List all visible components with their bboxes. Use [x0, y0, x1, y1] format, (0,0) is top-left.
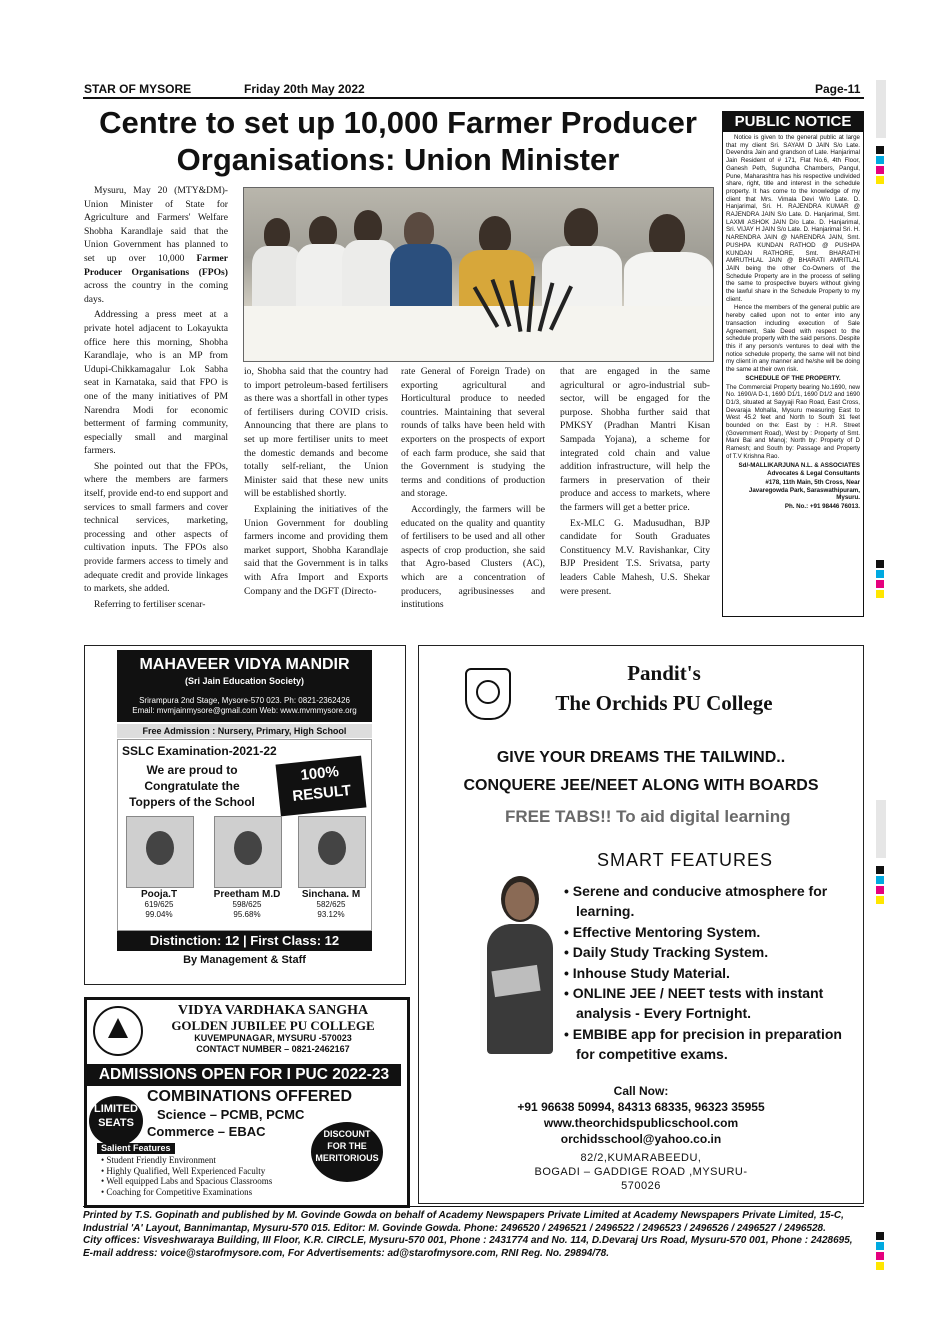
press-meet-photo: [243, 187, 714, 362]
vvs-header: VIDYA VARDHAKA SANGHA GOLDEN JUBILEE PU COLLEGE KUVEMPUNAGAR, MYSURU -570023 CONTACT NUMBER – 0821-2462167: [171, 1003, 375, 1054]
topper-1: Pooja.T 619/625 99.04%: [140, 889, 178, 919]
discount-badge: DISCOUNT FOR THE MERITORIOUS: [311, 1122, 383, 1182]
para: Mysuru, May 20 (MTY&DM)- Union Minister of State for Agriculture and Farmers' Welfare Shobha Karandlaje said that the Union Government has planned to set up over 10,000 Farmer Producer Organisations (FPOs) across the country in the coming days.: [84, 185, 228, 305]
mvm-address: Srirampura 2nd Stage, Mysore-570 023. Ph: 0821-2362426: [139, 696, 350, 705]
topper-photo-2: [214, 816, 282, 888]
issue-date: Friday 20th May 2022: [244, 82, 365, 96]
article-col-4: [560, 365, 710, 635]
masthead-rule: [83, 97, 864, 99]
vvs-banner: ADMISSIONS OPEN FOR I PUC 2022-23: [87, 1064, 401, 1086]
para: Referring to fertiliser scenar-: [94, 598, 206, 610]
topper-2: Preetham M.D 598/625 95.68%: [213, 889, 281, 919]
para: Accordingly, the farmers will be educated on the quality and quantity of fertilisers to be used and all other aspects of crop production, she said that Agro-based Clusters (AC), which are a concentration of producers, agribusinesses and institutions: [401, 503, 545, 611]
mvm-society: (Sri Jain Education Society): [184, 676, 305, 686]
gray-registration-strip: [876, 80, 886, 138]
yellow-mark: [876, 590, 884, 598]
cyan-mark: [876, 570, 884, 578]
ad-vidya-vardhaka-sangha: [84, 997, 410, 1208]
cyan-mark: [876, 156, 884, 164]
orchids-name: Pandit's The Orchids PU College: [555, 661, 773, 715]
vvs-salient: Salient Features: [97, 1143, 175, 1154]
para: Addressing a press meet at a private hotel adjacent to Lokayukta office here this morning, Shobha Karandlaje, who is an MP from Udupi-Chikkamagalur Lok Sabha seat in Karnataka, said that FPO is one of the many initiatives of PM Narendra Modi for economic betterment of farming community, especially small and marginal farmers.: [84, 309, 228, 457]
topper-photo-1: [126, 816, 194, 888]
notice-body: Notice is given to the general public at large that my client Sri. SAYAM D JAIN S/o Late. Devendra Jain and grandson of Late. Hanjarimal Jain Resident of # 171, Flat No.6, 4th Floor, Ganesh Peth, Sugundha Chambers, Pangul, Pune, Maharashtra has his respective undivided share, right, title and interest in the schedule property. It has come to the knowledge of my client that Mrs. Vimala Devi W/o Late. D. Hanjarimal, Sri. H. RAJENDRA KUMAR @ RAJENDRA JAIN S/o Late. D. Hanjarimal, Smt. LAXMI ASHOK JAIN D/o Late. D. Hanjarimal, Sri. VIJAY H JAIN S/o Late. D. Hanjarimal Sri. H. NARENDRA JAIN @ NARENDRA JAIN, Smt. PUSHPA KUNDAN RATHOD @ PUSHPA KUNDAN RATHORE, Smt. BHARATHI AMRUTHLAL JAIN @ BHARATI AMRITLAL JAIN being the other Co-Owners of the Schedule Property are in the process of selling the same to prospective buyers without giving the lawful share in the Schedule Property to my client. Hence the members of the general public are hereby called upon not to enter into any transaction including execution of Sale Agreement, Sale Deed with respect to the schedule property with the said persons. Despite this if any person/s ventures to deal with the notice schedule property, the same will not bind my client in any manner and he/she will be doing the same at their own risk. SCHEDULE OF THE PROPERTY. The Commercial Property bearing No.1690, new No. 1690/A D-1, 1690 D1/1, 1690 D1/2 and 1690 D1/3, situated at Sayyaji Rao Road, East Cross, Devaraja Mohalla, Mysuru measuring East to West 45.2 feet and North to South 31 feet bounded on the: East by : H.R. Street (Government Road), West by : Property of Smt. Mani Bai and Manoj; North by: Property of D Ramesh; and South by: Passage and Property of T.V Krishna Rao. Sd/-MALLIKARJUNA N.L. & ASSOCIATES Advocates & Legal Consultants #178, 11th Main, 5th Cross, Near Javaregowda Park, Saraswathipuram, Mysuru. Ph. No.: +91 98446 76013.: [726, 134, 860, 511]
orchids-contact: Call Now: +91 96638 50994, 84313 68335, 96323 35955 www.theorchidspublicschool.com orchidsschool@yahoo.co.in: [517, 1084, 765, 1146]
mvm-name: MAHAVEER VIDYA MANDIR: [139, 656, 350, 673]
mvm-by: By Management & Staff: [183, 954, 306, 966]
article-col-3: [401, 365, 545, 635]
article-col-2: [244, 365, 388, 635]
paper-name: STAR OF MYSORE: [84, 82, 192, 96]
list-item: • Serene and conducive atmosphere for learning.: [564, 883, 828, 920]
list-item: • Inhouse Study Material.: [564, 964, 730, 981]
list-item: • Well equipped Labs and Spacious Classrooms: [101, 1176, 273, 1186]
article-col-1: [84, 184, 228, 634]
black-mark: [876, 866, 884, 874]
para: Ex-MLC G. Madusudhan, BJP candidate for South Graduates Constituency M.V. Ravishankar, City BJP President T.S. Srivatsa, party leaders Cable Mahesh, U.S. Shekar were present.: [560, 517, 710, 597]
vvs-science: Science – PCMB, PCMC: [157, 1107, 305, 1122]
list-item: • Coaching for Competitive Examinations: [101, 1186, 253, 1197]
vvs-commerce: Commerce – EBAC: [147, 1124, 266, 1139]
topper-photo-3: [298, 816, 366, 888]
yellow-mark: [876, 176, 884, 184]
notice-title: PUBLIC NOTICE: [723, 112, 863, 132]
orchids-free-tabs: FREE TABS!! To aid digital learning: [505, 807, 791, 826]
orchids-address: 82/2,KUMARABEEDU, BOGADI – GADDIGE ROAD ,MYSURU- 570026: [534, 1152, 748, 1192]
list-item: • Effective Mentoring System.: [564, 923, 761, 940]
limited-seats-badge: LIMITED SEATS: [89, 1096, 143, 1146]
magenta-mark: [876, 1252, 884, 1260]
orchids-crest-icon: [465, 668, 511, 720]
ad-mahaveer-vidya-mandir: [84, 645, 406, 985]
mvm-admission: Free Admission : Nursery, Primary, High School: [117, 724, 372, 738]
imprint: Printed by T.S. Gopinath and published by M. Govinde Gowda on behalf of Academy Newspapers Private Limited at Academy Newspapers Private Limited, 15-C, Industrial 'A' Layout, Bannimantap, Mysuru-570 015. Editor: M. Govinde Gowda. Phone: 2496520 / 2496521 / 2496522 / 2496523 / 2496526 / 2496527 / 2496528. City offices: Visveshwaraya Building, III Floor, K.R. CIRCLE, Mysuru-570 001, Phone : 2431774 and No. 114, D.Devaraj Urs Road, Mysuru-570 001, Phone : 2428695, E-mail address: voice@starofmysore.com, For Advertisements: ad@starofmysore.com, RNI Reg. No. 29894/78.: [83, 1210, 853, 1259]
para: She pointed out that the FPOs, where the members are farmers itself, provide end-to end support and services to small farmers and cover technical services, marketing, processing and other aspects of cultivation inputs. The FPOs also provide farmers access to timely and adequate credit and provide linkages to markets, she added.: [84, 460, 228, 595]
magenta-mark: [876, 580, 884, 588]
para: that are engaged in the same agricultural or agro-industrial sub-sector, will be engaged for the purpose. Shobha further said that PMKSY (Pradhan Mantri Kisan Sampada Yojana), a scheme for integrated cold chain and value addition infrastructure, will help the farmers in preservation of their produce and access to markets, where the farmers will get a better price.: [560, 366, 710, 513]
gray-registration-strip: [876, 800, 886, 858]
mvm-email: Email: mvmjainmysore@gmail.com Web: www.mvmmysore.org: [132, 706, 357, 715]
black-mark: [876, 560, 884, 568]
student-image: [471, 868, 567, 1060]
orchids-tagline: GIVE YOUR DREAMS THE TAILWIND.. CONQUERE JEE/NEET ALONG WITH BOARDS: [463, 749, 819, 794]
mvm-body: [117, 739, 372, 931]
black-mark: [876, 146, 884, 154]
vvs-logo-icon: [93, 1006, 143, 1056]
list-item: • Highly Qualified, Well Experienced Faculty: [101, 1165, 266, 1176]
mvm-stats: Distinction: 12 | First Class: 12: [117, 931, 372, 951]
orchids-smart: SMART FEATURES: [597, 850, 774, 870]
cyan-mark: [876, 1242, 884, 1250]
page-number: Page-11: [815, 82, 861, 96]
result-badge: 100% RESULT: [276, 756, 367, 817]
para: Explaining the initiatives of the Union Government for doubling farmers income and providing them market support, Shobha Karandlaje said that the Government is in talks with Afra Import and Exports Company and the DGFT (Directo-: [244, 503, 388, 597]
orchids-features: [564, 881, 844, 1065]
list-item: • EMBIBE app for precision in preparation for competitive exams.: [564, 1025, 842, 1063]
mvm-header: [117, 650, 372, 722]
mvm-exam: SSLC Examination-2021-22: [122, 744, 277, 758]
vvs-combo: COMBINATIONS OFFERED: [147, 1088, 353, 1105]
list-item: • ONLINE JEE / NEET tests with instant analysis - Every Fortnight.: [564, 985, 824, 1022]
para: rate General of Foreign Trade) on exporting agricultural and Horticultural produce to needed countries. Maintaining that several rounds of talks have been held with exporters on the prospects of export of each farm produce, she said that the Government is studying the terms and conditions of production and storage.: [401, 366, 545, 500]
list-item: • Daily Study Tracking System.: [564, 944, 769, 961]
ad-orchids-pu-college: [418, 645, 864, 1204]
para: io, Shobha said that the country had to import petroleum-based fertilisers as there was a shortfall in other types of fertilisers during COVID crisis. Announcing that there are plans to set up more fertiliser units to meet the domestic demands and become totally self-reliant, the Union Minister said that these new units will be established shortly.: [244, 366, 388, 500]
list-item: • Student Friendly Environment: [101, 1155, 216, 1165]
public-notice: [722, 111, 864, 617]
yellow-mark: [876, 896, 884, 904]
black-mark: [876, 1232, 884, 1240]
topper-3: Sinchana. M 582/625 93.12%: [301, 889, 361, 919]
headline: Centre to set up 10,000 Farmer Producer Organisations: Union Minister: [99, 105, 697, 177]
vvs-features: [101, 1155, 272, 1197]
footer-rule: [83, 1206, 864, 1207]
mvm-proud: We are proud to Congratulate the Toppers of the School: [129, 763, 255, 809]
yellow-mark: [876, 1262, 884, 1270]
magenta-mark: [876, 166, 884, 174]
magenta-mark: [876, 886, 884, 894]
cyan-mark: [876, 876, 884, 884]
